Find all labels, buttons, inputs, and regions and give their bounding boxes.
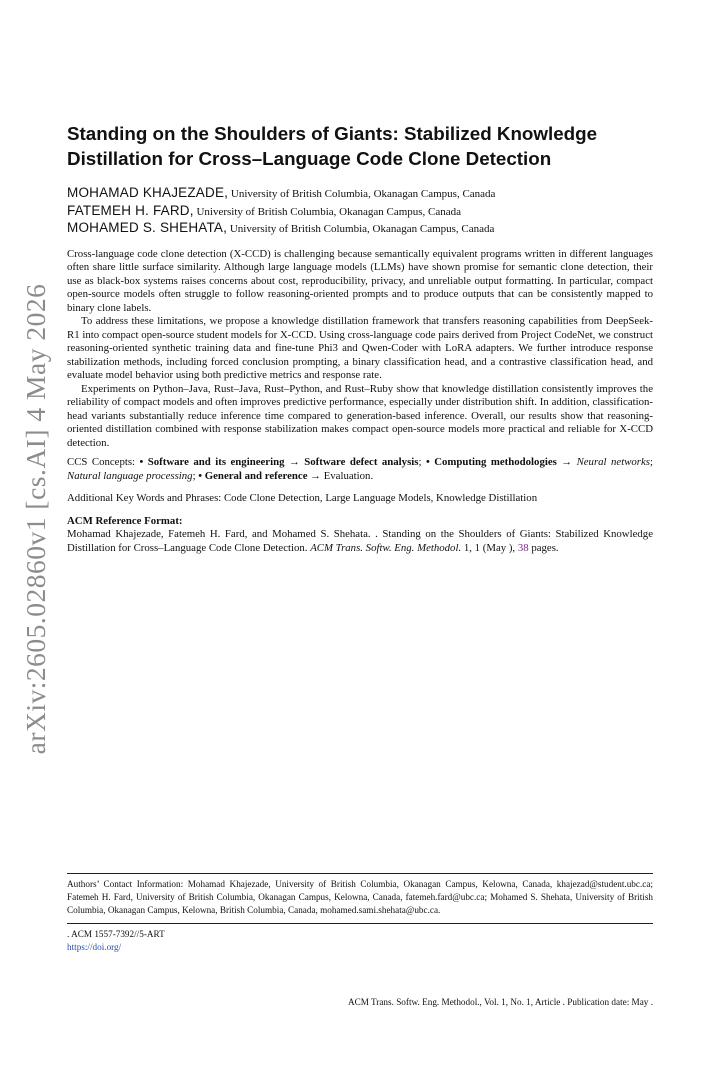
ccs-concept-1: • Software and its engineering bbox=[139, 456, 285, 468]
author-name: MOHAMAD KHAJEZADE, bbox=[67, 185, 229, 200]
ccs-arrow: → bbox=[556, 456, 577, 468]
author-contact-info: Authors’ Contact Information: Mohamad Khajezade, University of British Columbia, Okanagan Campus, Kelowna, Canada, khajezad@student.ubc.ca; Fatemeh H. Fard, University of British Columbia, Okanagan Campus, Kelowna, Canada, fatemeh.fard@ubc.ca; Mohamed S. Shehata, University of British Columbia, Okanagan Campus, Kelowna, British Columbia, Canada, mohamed.sami.shehata@ubc.ca. bbox=[67, 879, 653, 915]
arxiv-stamp-text: arXiv:2605.02860v1 [cs.AI] 4 May 2026 bbox=[20, 283, 51, 755]
author-affiliation: University of British Columbia, Okanagan Campus, Canada bbox=[228, 188, 496, 200]
ccs-concept-2: Software defect analysis bbox=[304, 456, 419, 468]
ccs-concept-3: • Computing methodologies bbox=[425, 456, 557, 468]
author-3 bbox=[67, 220, 653, 238]
ccs-label: CCS Concepts: bbox=[67, 456, 140, 468]
author-name: FATEMEH H. FARD, bbox=[67, 202, 194, 218]
title-line-1: Standing on the Shoulders of Giants: Stabilized Knowledge bbox=[67, 123, 598, 144]
author-name: MOHAMED S. SHEHATA, bbox=[67, 220, 228, 235]
ccs-arrow: → bbox=[307, 469, 324, 482]
abstract bbox=[67, 248, 653, 451]
reference-text: Mohamad Khajezade, Fatemeh H. Fard, and Mohamed S. Shehata. . Standing on the Shoulders of Giants: Stabilized Knowledge Distillation for Cross–Language Code Clone Detection. bbox=[67, 528, 653, 554]
ccs-arrow: → bbox=[284, 456, 305, 468]
title-line-2: Distillation for Cross–Language Code Clone Detection bbox=[67, 148, 552, 169]
abstract-paragraph-1: Cross-language code clone detection (X-CCD) is challenging because semantically equivalent programs written in different languages often share little surface similarity. Although large language models (LLMs) have shown promise for semantic clone detection, their use as black-box systems raises concerns about cost, reproducibility, privacy, and unreliable output formatting. In particular, compact open-source models often struggle to follow reasoning-oriented prompts and to produce outputs that can be consistently mapped to binary clone labels. bbox=[67, 247, 653, 314]
doi-link[interactable]: https://doi.org/ bbox=[67, 942, 122, 952]
ccs-concept-5: Natural language processing bbox=[67, 469, 193, 482]
author-1 bbox=[67, 185, 653, 203]
abstract-paragraph-2: To address these limitations, we propose a knowledge distillation framework that transfers reasoning capabilities from DeepSeek-R1 into compact open-source student models for X-CCD. Using cross-language code pairs derived from Project CodeNet, we construct reasoning-oriented synthetic training data and fine-tune Phi3 and Qwen-Coder with LoRA adapters. We further introduce response stabilization methods, including forced conclusion prompting, a binary classification head, and a contrastive classification head, and evaluate model behavior using both predictive metrics and response rate. bbox=[67, 315, 653, 381]
abstract-paragraph-3: Experiments on Python–Java, Rust–Java, Rust–Python, and Rust–Ruby show that knowledge distillation consistently improves the reliability of compact models and often improves predictive performance, especially under distribution shift. In addition, classification-head variants substantially reduce inference time compared to generation-based inference. Overall, our results show that reasoning-oriented distillation combined with response stabilization makes compact open-source models more practical and reliable for X-CCD detection. bbox=[67, 382, 653, 449]
ccs-concept-6: • General and reference bbox=[198, 469, 308, 482]
page-footer: ACM Trans. Softw. Eng. Methodol., Vol. 1, No. 1, Article . Publication date: May . bbox=[347, 997, 653, 1007]
author-affiliation: University of British Columbia, Okanagan Campus, Canada bbox=[193, 205, 462, 218]
reference-format bbox=[67, 528, 653, 555]
pages-link[interactable]: 38 bbox=[517, 541, 529, 554]
ccs-concept-4: Neural networks bbox=[576, 456, 650, 468]
author-2 bbox=[67, 203, 653, 221]
reference-journal: ACM Trans. Softw. Eng. Methodol. bbox=[310, 541, 462, 554]
issn-line: . ACM 1557-7392//5-ART bbox=[67, 929, 165, 939]
reference-volume: 1, 1 (May ), bbox=[461, 541, 518, 554]
arxiv-stamp bbox=[22, 282, 50, 756]
ccs-concepts bbox=[67, 456, 653, 483]
keywords: Additional Key Words and Phrases: Code Clone Detection, Large Language Models, Knowledge Distillation bbox=[67, 492, 538, 504]
ccs-sep: ; bbox=[650, 456, 653, 468]
ccs-sep: ; bbox=[192, 469, 199, 482]
ccs-concept-7: Evaluation. bbox=[323, 469, 374, 482]
paper-title bbox=[67, 121, 653, 171]
footnote bbox=[67, 873, 653, 954]
author-list bbox=[67, 185, 653, 238]
reference-format-heading: ACM Reference Format: bbox=[67, 514, 183, 527]
paper-first-page bbox=[67, 121, 653, 555]
author-affiliation: University of British Columbia, Okanagan Campus, Canada bbox=[227, 223, 495, 235]
ccs-sep: ; bbox=[418, 456, 426, 468]
reference-pages-suffix: pages. bbox=[528, 541, 559, 554]
